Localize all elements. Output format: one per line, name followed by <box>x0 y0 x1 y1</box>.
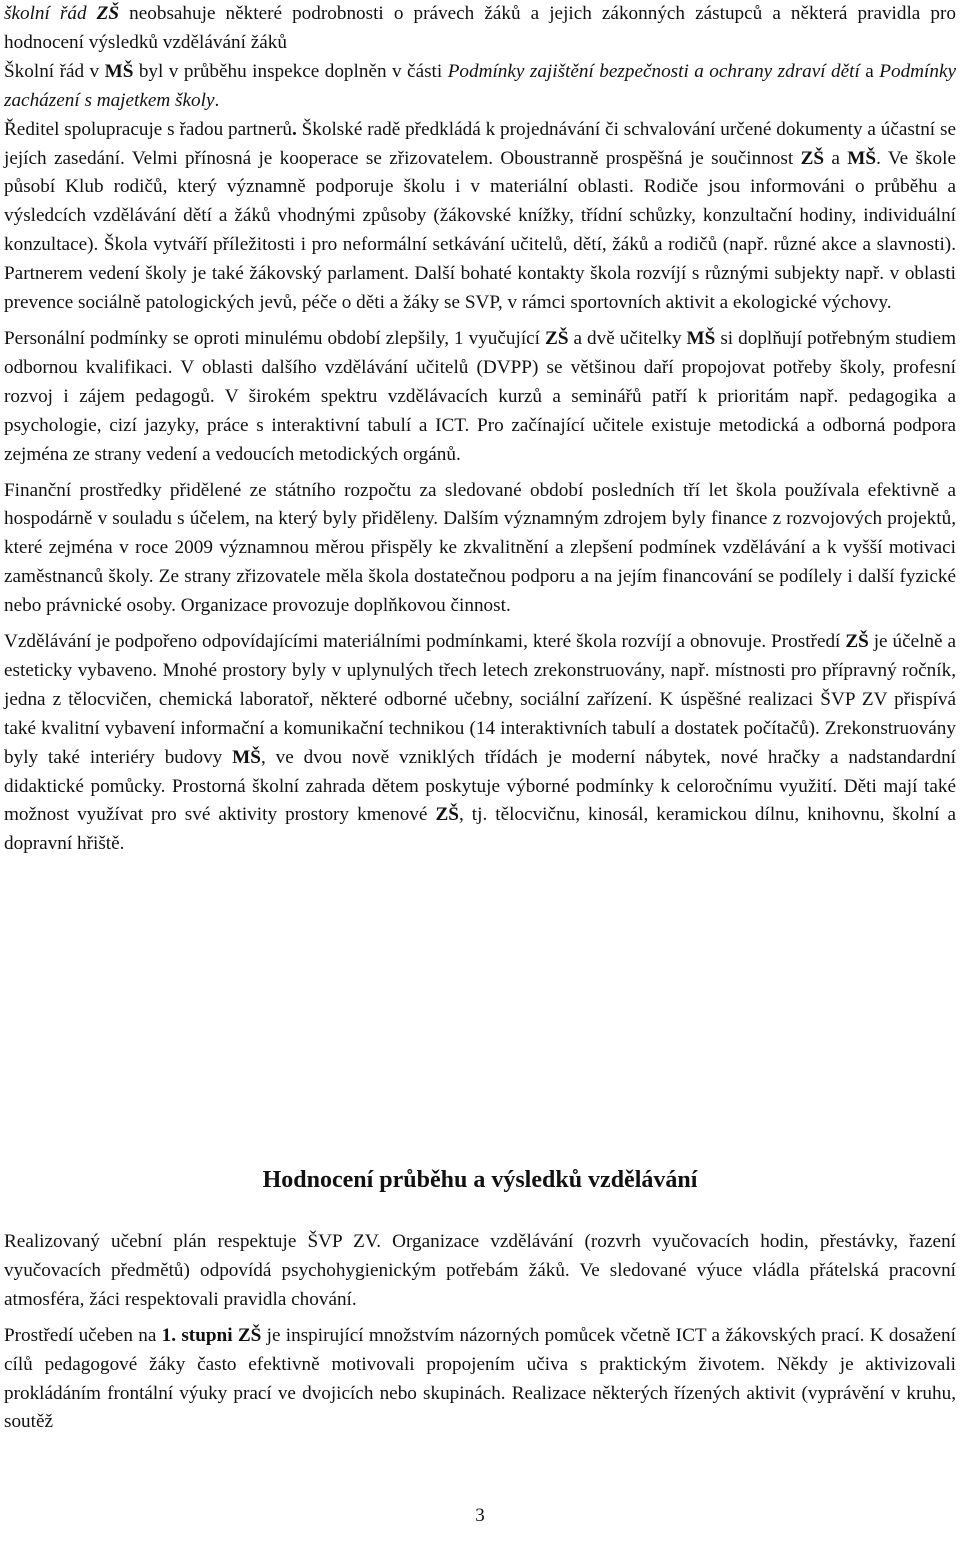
text: je inspirující množstvím názorných pomůcek včetně ICT a žákovských prací. K dosažení cílů pedagogové žáky často efektivně motivovali propojením učiva s praktickým životem. Někdy je aktivizovali prokládáním frontální výuky prací ve dvojicích nebo skupinách. Realizace některých řízených aktivit (vyprávění v kruhu, soutěž <box>4 1324 956 1433</box>
page-number: 3 <box>475 1505 485 1526</box>
text-bold: MŠ <box>232 746 261 768</box>
text: neobsahuje některé podrobnosti o právech žáků a jejich zákonných zástupců a některá pravidla pro hodnocení výsledků vzdělávání žáků <box>4 3 956 53</box>
text: a <box>859 60 880 82</box>
paragraph-school-rules-zs <box>4 0 956 58</box>
document-page <box>4 0 956 1433</box>
text: byl v průběhu inspekce doplněn v části <box>133 60 448 82</box>
text-bold: ZŠ <box>845 631 869 653</box>
text: je účelně a esteticky vybaveno. Mnohé prostory byly v uplynulých třech letech zrekonstruovány, např. místnosti pro přípravný ročník, jedna z tělocvičen, chemická laboratoř, některé odborné učebny, sociální zařízení. K úspěšné realizaci ŠVP ZV přispívá také kvalitní vybavení informační a komunikační technikou (14 interaktivních tabulí a dostatek počítačů). Zrekonstruovány byly také interiéry budovy <box>4 631 956 768</box>
text: si doplňují potřebným studiem odbornou kvalifikaci. V oblasti dalšího vzdělávání učitelů (DVPP) se většinou daří propojovat potřeby školy, profesní rozvoj i zájem pedagogů. V širokém spektru vzdělávacích kurzů a seminářů patří k prioritám např. pedagogika a psychologie, cizí jazyky, práce s interaktivní tabulí a ICT. Pro začínající učitele existuje metodická a odborná podpora zejména ze strany vedení a vedoucích metodických orgánů. <box>4 327 956 465</box>
paragraph-school-rules-ms <box>4 58 956 116</box>
text-bold: ZŠ <box>545 327 569 349</box>
text-italic: Podmínky zacházení s majetkem školy <box>4 60 956 111</box>
section-evaluation <box>4 1228 956 1437</box>
text-bold-italic: ZŠ <box>96 3 120 24</box>
paragraph-personnel <box>4 325 956 470</box>
text-italic: Podmínky zajištění bezpečnosti a ochrany zdraví dětí <box>447 60 860 82</box>
text: Vzdělávání je podpořeno odpovídajícími materiálními podmínkami, které škola rozvíjí a obnovuje. Prostředí <box>4 631 846 653</box>
text-italic: školní řád <box>4 3 97 24</box>
text: . Ve škole působí Klub rodičů, který významně podporuje školu i v materiální oblasti. Rodiče jsou informováni o průběhu a výsledcích vzdělávání dětí a žáků vhodnými způsoby (žákovské knížky, třídní schůzky, konzultační hodiny, individuální konzultace). Škola vytváří příležitosti i pro neformální setkávání učitelů, dětí, žáků a rodičů (např. různé akce a slavnosti). Partnerem vedení školy je také žákovský parlament. Další bohaté kontakty škola rozvíjí s různými subjekty např. v oblasti prevence sociálně patologických jevů, péče o děti a žáky se SVP, v rámci sportovních aktivit a ekologické výchovy. <box>4 147 956 314</box>
text-bold: ZŠ <box>435 804 459 826</box>
text: Prostředí učeben na <box>4 1324 162 1346</box>
paragraph-curriculum: Realizovaný učební plán respektuje ŠVP ZV. Organizace vzdělávání (rozvrh vyučovacích hodin, přestávky, řazení vyučovacích předmětů) odpovídá psychohygienickým potřebám žáků. Ve sledované výuce vládla přátelská pracovní atmosféra, žáci respektovali pravidla chování. <box>4 1231 956 1310</box>
text-bold: MŠ <box>686 327 716 349</box>
text: Ředitel spolupracuje s řadou partnerů <box>4 118 292 140</box>
text-bold: ZŠ <box>800 147 825 169</box>
paragraph-material-conditions <box>4 628 956 859</box>
section-heading: Hodnocení průběhu a výsledků vzdělávání <box>262 1167 698 1193</box>
paragraph-finance: Finanční prostředky přidělené ze státního rozpočtu za sledované období posledních tří let škola používala efektivně a hospodárně v souladu s účelem, na který byly přiděleny. Dalším významným zdrojem byly finance z rozvojových projektů, které zejména v roce 2009 významnou měrou přispěly ke zkvalitnění a zlepšení podmínek vzdělávání a k vyšší motivaci zaměstnanců školy. Ze strany zřizovatele měla škola dostatečnou podporu a na jejím financování se podílely i další fyzické nebo právnické osoby. Organizace provozuje doplňkovou činnost. <box>4 479 956 617</box>
text: Školní řád v <box>4 60 105 82</box>
text-bold: MŠ <box>104 60 134 82</box>
text: . <box>214 89 220 111</box>
text: , ve dvou nově vzniklých třídách je moderní nábytek, nové hračky a nadstandardní didaktické pomůcky. Prostorná školní zahrada dětem poskytuje výborné podmínky k celoročnímu využití. Děti mají také možnost využívat pro své aktivity prostory kmenové <box>4 746 956 826</box>
text-bold: 1. stupni ZŠ <box>161 1324 262 1346</box>
text: , tj. tělocvičnu, kinosál, keramickou dílnu, knihovnu, školní a dopravní hřiště. <box>4 804 956 855</box>
text: a <box>824 147 848 169</box>
text: Školské radě předkládá k projednávání či schvalování určené dokumenty a účastní se jejích zasedání. Velmi přínosná je kooperace se zřizovatelem. Oboustranně prospěšná je součinnost <box>4 118 956 169</box>
text: a dvě učitelky <box>568 327 687 349</box>
text-bold: . <box>291 118 297 140</box>
text-bold: MŠ <box>847 147 877 169</box>
text: Personální podmínky se oproti minulému období zlepšily, 1 vyučující <box>4 327 546 349</box>
paragraph-partners <box>4 116 956 318</box>
paragraph-classrooms <box>4 1322 956 1438</box>
